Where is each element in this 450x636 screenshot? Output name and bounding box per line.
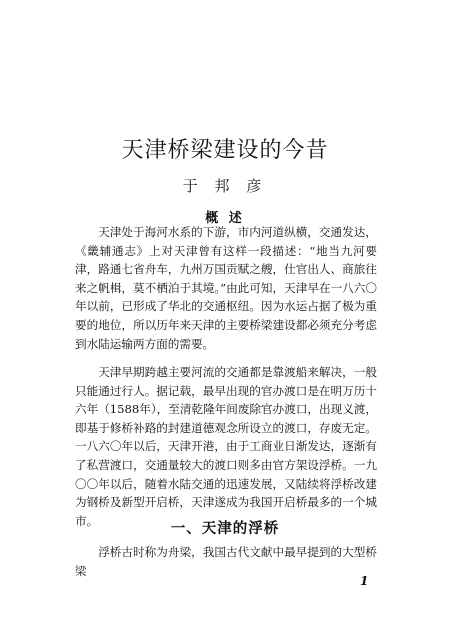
article-title: 天津桥梁建设的今昔 (121, 138, 329, 163)
overview-heading: 概 述 (205, 211, 245, 226)
section-1-paragraph-1: 浮桥古时称为舟梁，我国古代文献中最早提到的大型桥梁 (75, 545, 377, 578)
overview-paragraph-2: 天津早期跨越主要河流的交通都是靠渡船来解决，一般只能通过行人。据记载，最早出现的官办渡口是在明万历十六年（1588年），至清乾隆年间废除官办渡口，出现义渡，即基于修桥补路的封建道德观念所设立的渡口，存废无定。一八六〇年以后，天津开港，由于工商业日渐发达，逐渐有了私营渡口，交通量较大的渡口则多由官方架设浮桥。一九〇〇年以后，随着水陆交通的迅速发展，又陆续将浮桥改建为钢桥及新型开启桥，天津遂成为我国开启桥最多的一个城市。 (75, 365, 377, 528)
page-number: 1 (360, 574, 369, 588)
section-1-heading: 一、天津的浮桥 (170, 520, 280, 537)
article-author: 于 邦 彦 (182, 177, 268, 195)
overview-paragraph-1: 天津处于海河水系的下游，市内河道纵横，交通发达，《畿辅通志》上对天津曾有这样一段描述：“地当九河要津，路通七省舟车，九州万国贡赋之艘，仕官出人、商旅往来之帆楫，莫不栖泊于其境。”由此可知，天津早在一八六〇年以前，已形成了华北的交通枢纽。因为水运占据了极为重要的地位，所以历年来天津的主要桥梁建设都必须充分考虑到水陆运输两方面的需要。 (75, 225, 377, 351)
overview-paragraph-2-block (75, 363, 377, 530)
section-1-paragraph-block (75, 543, 377, 580)
overview-paragraph-1-block (75, 223, 377, 353)
